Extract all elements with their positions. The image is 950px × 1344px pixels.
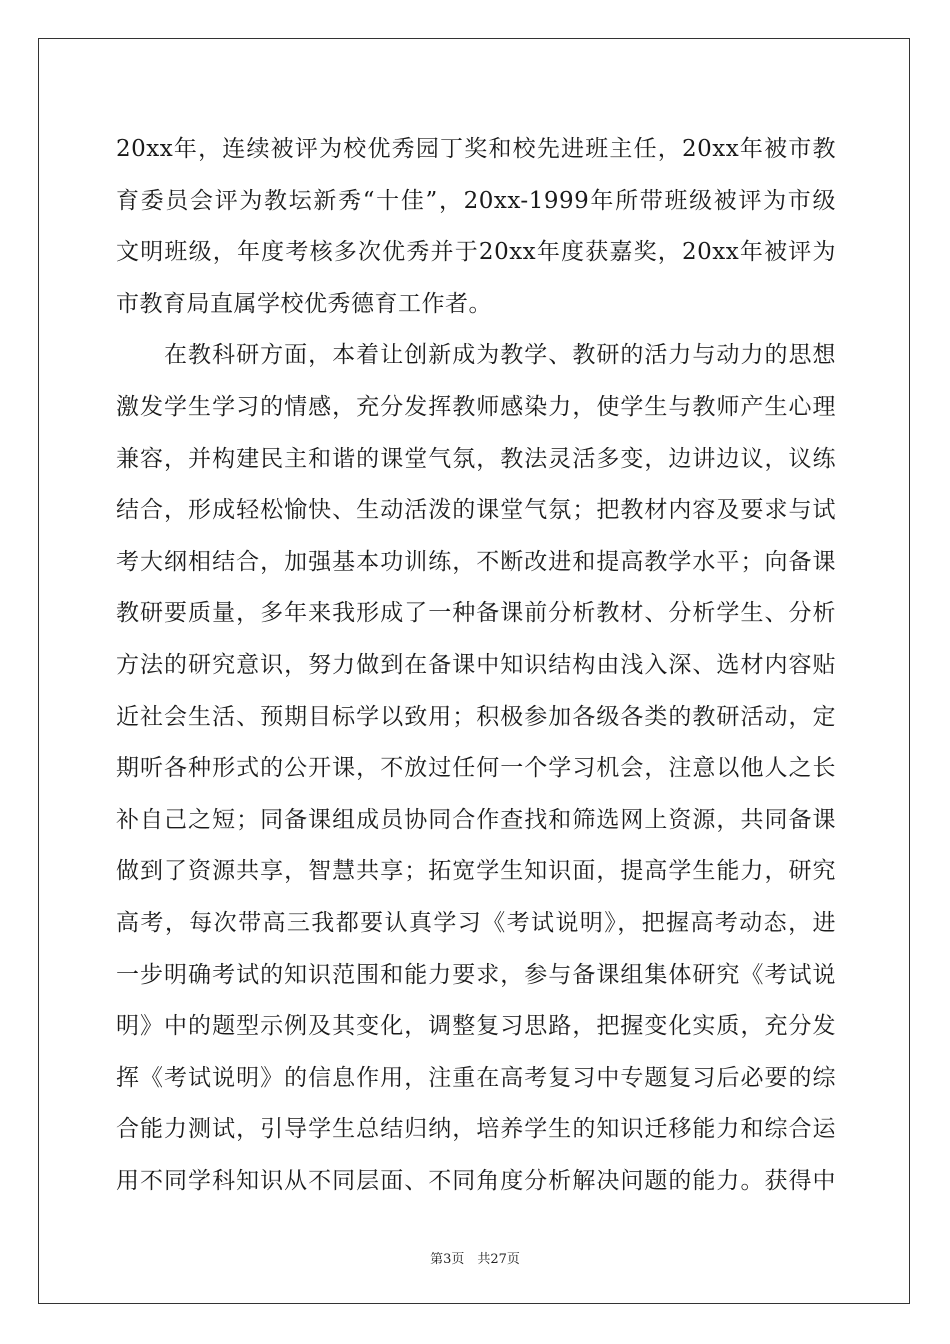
text-line: 高考，每次带高三我都要认真学习《考试说明》，把握高考动态，进 xyxy=(116,909,836,936)
text-line: 用不同学科知识从不同层面、不同角度分析解决问题的能力。获得中 xyxy=(116,1167,836,1194)
text-line: 文明班级，年度考核多次优秀并于20xx年度获嘉奖，20xx年被评为 xyxy=(116,239,836,266)
text-line: 一步明确考试的知识范围和能力要求，参与备课组集体研究《考试说 xyxy=(116,961,836,988)
text-line: 补自己之短；同备课组成员协同合作查找和筛选网上资源，共同备课 xyxy=(116,806,836,833)
text-line: 考大纲相结合，加强基本功训练，不断改进和提高教学水平；向备课 xyxy=(116,548,836,575)
text-line: 教研要质量，多年来我形成了一种备课前分析教材、分析学生、分析 xyxy=(116,600,836,627)
text-line: 挥《考试说明》的信息作用，注重在高考复习中专题复习后必要的综 xyxy=(116,1064,836,1091)
text-line: 结合，形成轻松愉快、生动活泼的课堂气氛；把教材内容及要求与试 xyxy=(116,497,836,524)
text-line: 20xx年，连续被评为校优秀园丁奖和校先进班主任，20xx年被市教 xyxy=(116,136,836,162)
text-line: 做到了资源共享，智慧共享；拓宽学生知识面，提高学生能力，研究 xyxy=(116,858,836,885)
document-body xyxy=(116,124,836,1207)
text-line: 激发学生学习的情感，充分发挥教师感染力，使学生与教师产生心理 xyxy=(116,393,836,420)
text-line: 方法的研究意识，努力做到在备课中知识结构由浅入深、选材内容贴 xyxy=(116,651,836,678)
page-number-label: 第3页 共27页 xyxy=(430,1252,520,1267)
text-line: 期听各种形式的公开课，不放过任何一个学习机会，注意以他人之长 xyxy=(116,755,836,782)
text-line: 兼容，并构建民主和谐的课堂气氛，教法灵活多变，边讲边议，议练 xyxy=(116,445,836,472)
text-line: 明》中的题型示例及其变化，调整复习思路，把握变化实质，充分发 xyxy=(116,1013,836,1040)
text-line: 近社会生活、预期目标学以致用；积极参加各级各类的教研活动，定 xyxy=(116,703,836,730)
text-line: 市教育局直属学校优秀德育工作者。 xyxy=(116,290,492,317)
page-number-footer xyxy=(0,1248,950,1267)
text-line: 合能力测试，引导学生总结归纳，培养学生的知识迁移能力和综合运 xyxy=(116,1116,836,1143)
text-line: 在教科研方面，本着让创新成为教学、教研的活力与动力的思想 xyxy=(116,342,836,369)
text-line: 育委员会评为教坛新秀“十佳”，20xx-1999年所带班级被评为市级 xyxy=(116,187,836,214)
